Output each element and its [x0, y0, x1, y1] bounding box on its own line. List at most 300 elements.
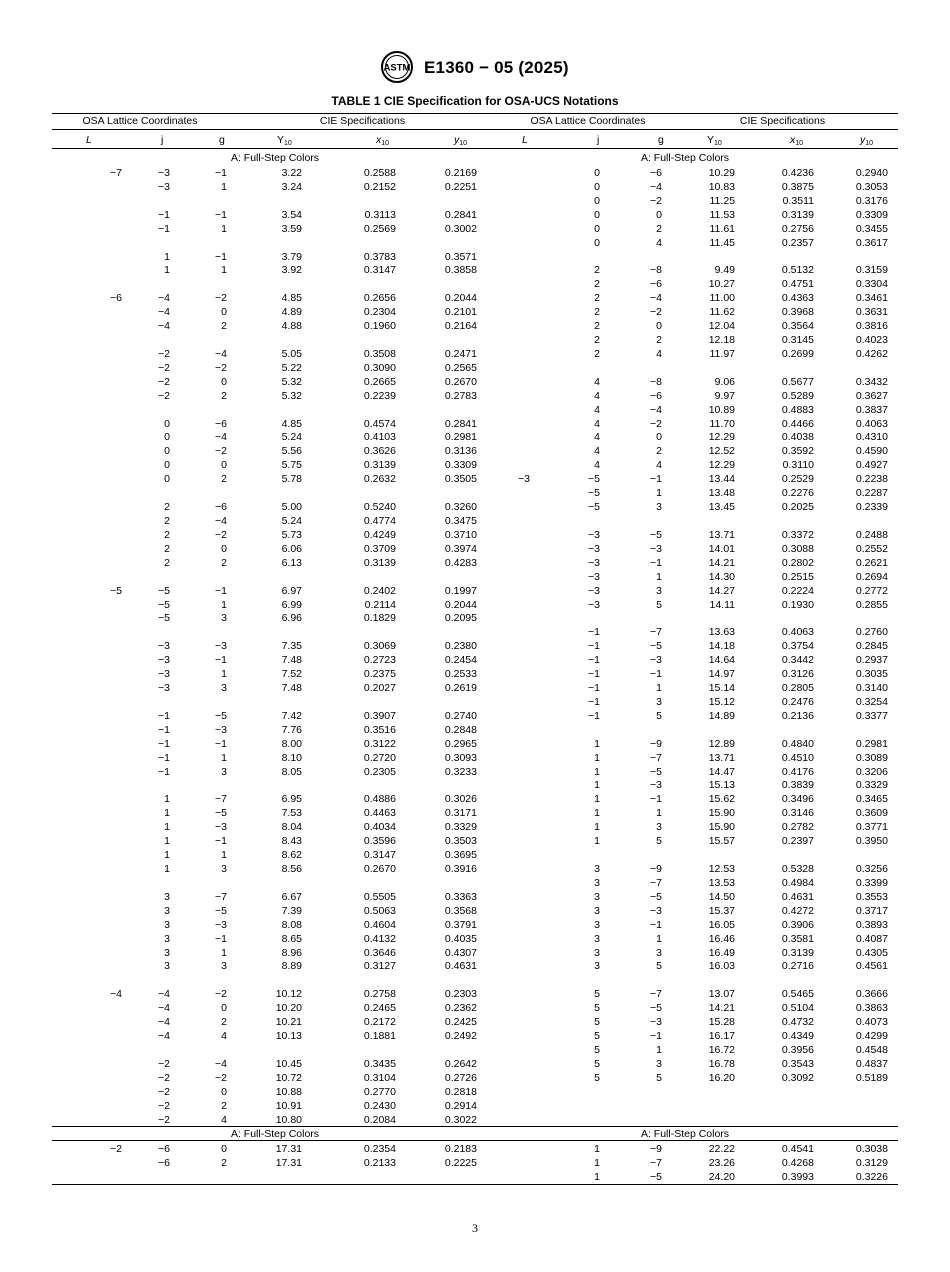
left-cell-Y: 5.05 — [281, 347, 302, 360]
right-cell-Y: 16.49 — [708, 946, 735, 959]
left-cell-j: 3 — [164, 932, 170, 945]
right-cell-Y: 11.00 — [709, 292, 735, 305]
right-cell-g: 3 — [656, 1057, 662, 1070]
left-cell-Y: 8.89 — [281, 960, 302, 973]
left-cell-x: 0.2114 — [364, 598, 396, 611]
table-row — [52, 709, 898, 723]
right-cell-g: 5 — [656, 1071, 662, 1084]
left-cell-Y: 6.06 — [281, 542, 302, 555]
table-row — [52, 946, 898, 960]
left-cell-x: 0.3069 — [363, 640, 396, 653]
left-cell-x: 0.5240 — [363, 501, 396, 514]
left-cell-y: 0.2425 — [444, 1016, 477, 1029]
col-Y-left: $Y_{10}$ — [277, 134, 292, 147]
right-cell-y: 0.3455 — [855, 222, 888, 235]
right-cell-j: −3 — [588, 542, 600, 555]
right-cell-y: 0.3893 — [855, 918, 888, 931]
right-cell-y: 0.3176 — [855, 194, 888, 207]
right-cell-y: 0.4063 — [855, 417, 888, 430]
left-cell-Y: 10.80 — [275, 1113, 302, 1126]
table-row — [52, 389, 898, 403]
right-cell-x: 0.3875 — [781, 180, 814, 193]
table-row — [52, 611, 898, 625]
right-cell-g: −5 — [650, 890, 662, 903]
right-cell-y: 0.3035 — [855, 668, 888, 681]
right-cell-x: 0.3592 — [781, 445, 814, 458]
right-cell-y: 0.3304 — [855, 278, 888, 291]
table-row — [52, 458, 898, 472]
right-cell-x: 0.3511 — [782, 194, 814, 207]
right-cell-y: 0.4299 — [855, 1030, 888, 1043]
left-cell-j: 3 — [164, 904, 170, 917]
table-row — [52, 1001, 898, 1015]
right-cell-Y: 16.05 — [708, 918, 735, 931]
left-cell-x: 0.3104 — [363, 1071, 396, 1084]
left-cell-Y: 8.05 — [281, 765, 302, 778]
left-cell-y: 0.2101 — [444, 306, 477, 319]
table-row — [52, 918, 898, 932]
right-cell-Y: 13.71 — [708, 751, 735, 764]
right-cell-j: 0 — [594, 167, 600, 179]
table-row — [52, 514, 898, 528]
right-cell-j: 5 — [594, 1071, 600, 1084]
left-cell-Y: 6.13 — [281, 556, 302, 569]
right-cell-Y: 9.97 — [714, 389, 735, 402]
left-cell-x: 0.2354 — [363, 1143, 396, 1155]
right-cell-j: 1 — [594, 1143, 600, 1155]
left-cell-y: 0.3363 — [444, 890, 477, 903]
right-cell-j: 2 — [594, 306, 600, 319]
left-cell-y: 0.4307 — [444, 946, 477, 959]
left-cell-j: −3 — [158, 668, 170, 681]
right-cell-y: 0.2937 — [855, 654, 888, 667]
right-cell-j: 5 — [594, 1016, 600, 1029]
right-cell-x: 0.5328 — [781, 863, 814, 875]
right-cell-L: −3 — [518, 473, 530, 486]
right-cell-y: 0.3206 — [855, 765, 888, 778]
left-cell-x: 0.3147 — [363, 264, 396, 277]
right-cell-j: 0 — [594, 236, 600, 249]
left-cell-j: −4 — [158, 1016, 170, 1029]
left-cell-j: −1 — [158, 723, 170, 736]
page-number: 3 — [472, 1221, 478, 1235]
right-cell-Y: 13.53 — [708, 876, 735, 889]
right-cell-y: 0.4262 — [855, 347, 888, 360]
left-cell-x: 0.4886 — [363, 793, 396, 806]
right-cell-g: 5 — [656, 709, 662, 722]
table-row — [52, 1057, 898, 1071]
left-cell-y: 0.3571 — [444, 250, 477, 263]
right-cell-j: 3 — [594, 918, 600, 931]
left-cell-Y: 8.00 — [281, 737, 302, 750]
right-cell-j: 4 — [594, 445, 600, 458]
right-cell-y: 0.3254 — [855, 695, 888, 708]
right-cell-g: −3 — [650, 904, 662, 917]
left-cell-x: 0.4604 — [363, 918, 396, 931]
right-cell-g: 4 — [656, 347, 662, 360]
right-cell-j: −3 — [588, 528, 600, 541]
right-cell-j: −3 — [588, 556, 600, 569]
right-cell-y: 0.4548 — [855, 1043, 888, 1056]
left-cell-j: 2 — [164, 528, 170, 541]
right-cell-x: 0.5132 — [781, 264, 814, 277]
right-cell-Y: 14.27 — [708, 584, 735, 597]
left-cell-Y: 17.31 — [275, 1156, 302, 1169]
right-cell-y: 0.3377 — [855, 709, 888, 722]
left-cell-g: −2 — [215, 292, 227, 305]
right-cell-j: 0 — [594, 194, 600, 207]
table-row — [52, 932, 898, 946]
right-cell-Y: 13.48 — [708, 487, 735, 500]
right-cell-x: 0.4631 — [781, 890, 814, 903]
left-cell-j: −3 — [158, 167, 170, 179]
right-cell-j: 4 — [594, 431, 600, 444]
right-cell-g: 3 — [656, 695, 662, 708]
right-cell-x: 0.3956 — [781, 1043, 814, 1056]
left-cell-y: 0.3171 — [444, 807, 477, 820]
right-cell-g: −1 — [650, 473, 662, 486]
left-cell-g: 0 — [221, 375, 227, 388]
left-cell-j: −1 — [158, 737, 170, 750]
left-cell-Y: 3.24 — [281, 180, 302, 193]
header-bottom-rule — [52, 148, 898, 149]
right-cell-Y: 13.44 — [708, 473, 735, 486]
left-cell-Y: 7.53 — [281, 807, 302, 820]
left-cell-Y: 10.45 — [275, 1057, 302, 1070]
left-cell-g: 3 — [221, 863, 227, 875]
right-cell-x: 0.3145 — [781, 334, 814, 347]
right-cell-j: 3 — [594, 876, 600, 889]
right-cell-j: −1 — [588, 695, 600, 708]
right-cell-j: −1 — [588, 640, 600, 653]
left-cell-Y: 6.97 — [281, 584, 302, 597]
left-cell-Y: 10.88 — [275, 1085, 302, 1098]
left-cell-y: 0.2965 — [444, 737, 477, 750]
right-cell-j: 1 — [594, 737, 600, 750]
table-row — [52, 1113, 898, 1127]
left-cell-x: 0.3783 — [363, 250, 396, 263]
right-cell-Y: 12.29 — [708, 431, 735, 444]
right-cell-x: 0.3110 — [782, 459, 814, 472]
right-cell-Y: 13.07 — [708, 988, 735, 1001]
left-cell-Y: 5.22 — [281, 361, 302, 374]
right-cell-g: 1 — [656, 570, 662, 583]
right-cell-j: 1 — [594, 1156, 600, 1169]
left-cell-j: −1 — [158, 751, 170, 764]
right-cell-j: 1 — [594, 793, 600, 806]
left-cell-x: 0.2758 — [363, 988, 396, 1001]
right-cell-Y: 15.37 — [708, 904, 735, 917]
left-cell-j: 3 — [164, 960, 170, 973]
right-cell-Y: 11.97 — [709, 347, 735, 360]
right-cell-g: −6 — [650, 278, 662, 291]
right-cell-Y: 22.22 — [708, 1143, 735, 1155]
right-cell-y: 0.3553 — [855, 890, 888, 903]
table-row — [52, 486, 898, 500]
left-cell-g: 2 — [221, 1099, 227, 1112]
right-cell-j: 0 — [594, 180, 600, 193]
table-row — [52, 737, 898, 751]
left-cell-Y: 10.72 — [275, 1071, 302, 1084]
left-cell-j: 3 — [164, 946, 170, 959]
right-cell-g: 1 — [656, 487, 662, 500]
right-cell-x: 0.4510 — [781, 751, 814, 764]
right-cell-Y: 14.97 — [708, 668, 735, 681]
right-cell-y: 0.4590 — [855, 445, 888, 458]
left-cell-Y: 8.04 — [281, 821, 302, 834]
right-cell-y: 0.4073 — [855, 1016, 888, 1029]
left-cell-Y: 5.24 — [281, 515, 302, 527]
left-cell-y: 0.3093 — [444, 751, 477, 764]
table-row — [52, 667, 898, 681]
left-cell-g: −4 — [215, 431, 227, 444]
table-row — [52, 1085, 898, 1099]
left-cell-g: 3 — [221, 960, 227, 973]
right-cell-x: 0.3092 — [781, 1071, 814, 1084]
right-cell-g: 5 — [656, 598, 662, 611]
table-row — [52, 862, 898, 876]
left-cell-x: 0.3139 — [363, 459, 396, 472]
left-cell-x: 0.1829 — [363, 612, 396, 625]
left-cell-j: −2 — [158, 361, 170, 374]
right-cell-Y: 10.83 — [708, 180, 735, 193]
left-cell-g: −4 — [215, 515, 227, 527]
right-cell-Y: 12.04 — [708, 320, 735, 333]
left-cell-j: 1 — [164, 821, 170, 834]
left-cell-y: 0.2670 — [444, 375, 477, 388]
right-cell-g: −7 — [650, 988, 662, 1001]
right-cell-Y: 16.17 — [708, 1030, 735, 1043]
right-cell-x: 0.4063 — [781, 626, 814, 639]
right-cell-j: 0 — [594, 222, 600, 235]
right-cell-x: 0.4268 — [781, 1156, 814, 1169]
cie-left-header: CIE Specifications — [319, 115, 406, 127]
table-bottom-rule — [52, 1184, 898, 1185]
right-cell-j: 1 — [594, 765, 600, 778]
left-cell-j: 2 — [164, 501, 170, 514]
right-cell-x: 0.4038 — [781, 431, 814, 444]
left-cell-y: 0.2164 — [444, 320, 477, 333]
right-cell-Y: 15.14 — [708, 682, 735, 695]
left-cell-j: 2 — [164, 556, 170, 569]
right-cell-g: 0 — [656, 208, 662, 221]
table-row — [52, 277, 898, 291]
left-cell-L: −5 — [110, 584, 122, 597]
left-cell-g: −1 — [215, 835, 227, 848]
right-cell-Y: 11.70 — [709, 417, 735, 430]
right-cell-x: 0.4466 — [781, 417, 814, 430]
left-cell-j: −2 — [158, 1099, 170, 1112]
left-cell-j: 0 — [164, 417, 170, 430]
right-cell-y: 0.3631 — [855, 306, 888, 319]
right-cell-Y: 9.49 — [714, 264, 735, 277]
right-cell-Y: 15.90 — [708, 807, 735, 820]
right-cell-x: 0.4984 — [781, 876, 814, 889]
right-cell-Y: 14.11 — [709, 598, 735, 611]
right-cell-y: 0.3771 — [855, 821, 888, 834]
left-cell-j: 1 — [164, 264, 170, 277]
left-cell-Y: 4.85 — [281, 417, 302, 430]
table-row — [52, 848, 898, 862]
table-row — [52, 472, 898, 486]
left-cell-y: 0.2841 — [444, 208, 477, 221]
left-cell-Y: 17.31 — [275, 1143, 302, 1155]
left-cell-g: −1 — [215, 737, 227, 750]
left-cell-x: 0.2656 — [363, 292, 396, 305]
left-cell-y: 0.4035 — [444, 932, 477, 945]
right-cell-j: −1 — [588, 668, 600, 681]
left-cell-j: −1 — [158, 709, 170, 722]
table-row — [52, 653, 898, 667]
left-cell-Y: 10.91 — [275, 1099, 302, 1112]
left-cell-g: 4 — [221, 1030, 227, 1043]
left-cell-g: 2 — [221, 389, 227, 402]
right-cell-y: 0.4310 — [855, 431, 888, 444]
table-row — [52, 263, 898, 277]
left-cell-g: 1 — [221, 751, 227, 764]
right-cell-Y: 11.61 — [709, 222, 735, 235]
left-cell-j: −3 — [158, 654, 170, 667]
right-cell-j: −1 — [588, 654, 600, 667]
table-row — [52, 319, 898, 333]
right-cell-x: 0.3564 — [781, 320, 814, 333]
right-cell-y: 0.2552 — [855, 542, 888, 555]
table-row — [52, 1142, 898, 1156]
right-cell-x: 0.4732 — [781, 1016, 814, 1029]
left-cell-g: −2 — [215, 988, 227, 1001]
left-cell-x: 0.5063 — [363, 904, 396, 917]
right-cell-y: 0.4927 — [855, 459, 888, 472]
osa-left-header: OSA Lattice Coordinates — [82, 115, 198, 127]
table-row — [52, 291, 898, 305]
left-cell-j: 2 — [164, 515, 170, 527]
right-cell-x: 0.2276 — [781, 487, 814, 500]
table-row — [52, 333, 898, 347]
left-cell-g: 1 — [221, 180, 227, 193]
left-cell-Y: 5.78 — [281, 473, 302, 486]
right-cell-Y: 24.20 — [708, 1170, 735, 1183]
right-cell-j: 2 — [594, 347, 600, 360]
page-header — [0, 50, 950, 86]
left-cell-g: −1 — [215, 167, 227, 179]
right-cell-g: −3 — [650, 542, 662, 555]
right-cell-g: −5 — [650, 1170, 662, 1183]
left-cell-g: −1 — [215, 932, 227, 945]
left-cell-j: −5 — [158, 612, 170, 625]
left-cell-j: −3 — [158, 682, 170, 695]
left-cell-j: 0 — [164, 431, 170, 444]
right-cell-g: 4 — [656, 459, 662, 472]
left-cell-x: 0.2720 — [363, 751, 396, 764]
left-cell-j: −2 — [158, 347, 170, 360]
left-cell-y: 0.2454 — [444, 654, 477, 667]
left-cell-g: 2 — [221, 1156, 227, 1169]
left-cell-x: 0.2304 — [363, 306, 396, 319]
left-cell-y: 0.2642 — [444, 1057, 477, 1070]
right-cell-Y: 14.47 — [708, 765, 735, 778]
right-cell-j: −1 — [588, 626, 600, 639]
left-cell-j: −2 — [158, 389, 170, 402]
left-cell-g: 3 — [221, 612, 227, 625]
table-row — [52, 403, 898, 417]
left-cell-g: −5 — [215, 904, 227, 917]
left-cell-y: 0.3505 — [444, 473, 477, 486]
right-cell-y: 0.3666 — [855, 988, 888, 1001]
left-cell-g: 2 — [221, 1016, 227, 1029]
right-cell-y: 0.3226 — [855, 1170, 888, 1183]
table-row — [52, 625, 898, 639]
left-cell-x: 0.2665 — [363, 375, 396, 388]
left-cell-j: 1 — [164, 835, 170, 848]
left-cell-g: −4 — [215, 1057, 227, 1070]
left-cell-x: 0.2239 — [363, 389, 396, 402]
right-cell-x: 0.3906 — [781, 918, 814, 931]
right-cell-x: 0.4349 — [781, 1030, 814, 1043]
right-cell-g: −4 — [650, 403, 662, 416]
right-cell-y: 0.2772 — [855, 584, 888, 597]
right-cell-j: −3 — [588, 570, 600, 583]
right-cell-x: 0.4363 — [781, 292, 814, 305]
left-cell-x: 0.3435 — [363, 1057, 396, 1070]
right-cell-Y: 11.25 — [709, 194, 735, 207]
right-cell-y: 0.3627 — [855, 389, 888, 402]
right-cell-j: 1 — [594, 1170, 600, 1183]
left-cell-y: 0.2492 — [444, 1030, 477, 1043]
table-row — [52, 1015, 898, 1029]
right-cell-j: 3 — [594, 890, 600, 903]
left-cell-Y: 5.24 — [281, 431, 302, 444]
right-cell-j: 2 — [594, 264, 600, 277]
table-row — [52, 222, 898, 236]
left-cell-g: −1 — [215, 250, 227, 263]
left-cell-L: −4 — [110, 988, 122, 1001]
left-cell-x: 0.1960 — [363, 320, 396, 333]
right-cell-x: 0.4840 — [781, 737, 814, 750]
left-cell-y: 0.2471 — [444, 347, 477, 360]
left-cell-g: 0 — [221, 542, 227, 555]
right-cell-Y: 14.64 — [708, 654, 735, 667]
table-row — [52, 723, 898, 737]
right-cell-y: 0.2940 — [855, 167, 888, 179]
table-row — [52, 528, 898, 542]
right-cell-g: 4 — [656, 236, 662, 249]
table-row — [52, 250, 898, 264]
left-cell-y: 0.3695 — [444, 849, 477, 862]
right-cell-j: −5 — [588, 501, 600, 514]
left-cell-j: −4 — [158, 306, 170, 319]
right-cell-g: −8 — [650, 264, 662, 277]
left-cell-x: 0.3596 — [363, 835, 396, 848]
left-cell-x: 0.2027 — [363, 682, 396, 695]
right-cell-g: −1 — [650, 556, 662, 569]
left-cell-Y: 5.73 — [281, 528, 302, 541]
left-cell-y: 0.2914 — [444, 1099, 477, 1112]
table-row — [52, 542, 898, 556]
right-cell-j: 1 — [594, 821, 600, 834]
right-cell-Y: 13.63 — [708, 626, 735, 639]
left-cell-Y: 10.12 — [275, 988, 302, 1001]
logo-text: ASTM — [383, 62, 411, 74]
right-cell-g: −7 — [650, 1156, 662, 1169]
left-cell-j: −2 — [158, 1071, 170, 1084]
left-cell-y: 0.3309 — [444, 459, 477, 472]
left-cell-g: −1 — [215, 584, 227, 597]
left-cell-x: 0.2588 — [363, 167, 396, 179]
left-cell-L: −6 — [110, 292, 122, 305]
left-cell-j: 1 — [164, 250, 170, 263]
left-cell-y: 0.2183 — [444, 1143, 477, 1155]
document-id: E1360 − 05 (2025) — [424, 58, 569, 77]
